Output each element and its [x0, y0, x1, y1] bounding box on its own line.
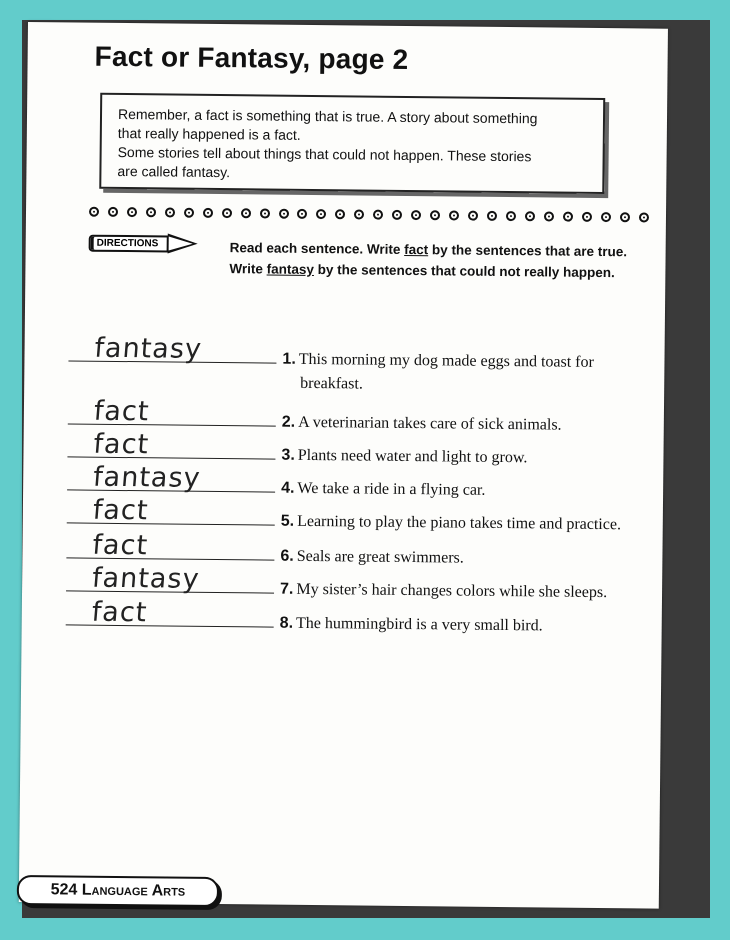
- question-number: 1.: [282, 350, 296, 368]
- question-number: 3.: [281, 446, 295, 464]
- question-number: 4.: [281, 479, 295, 497]
- page-title: Fact or Fantasy, page 2: [94, 40, 409, 75]
- question-sentence: A veterinarian takes care of sick animals.: [298, 413, 562, 434]
- ring-ornament: [222, 208, 232, 218]
- directions-tag-label: DIRECTIONS: [89, 234, 169, 252]
- info-line: Some stories tell about things that could not happen. These stories: [117, 143, 532, 165]
- info-line: that really happened is a fact.: [117, 124, 301, 143]
- ring-ornament: [203, 208, 213, 218]
- keyword-fantasy: fantasy: [266, 261, 315, 278]
- ring-ornament: [335, 209, 345, 219]
- ring-ornament: [146, 207, 156, 217]
- ring-ornament: [506, 211, 516, 221]
- ring-ornament: [544, 211, 554, 221]
- ring-ornament: [165, 207, 175, 217]
- question-sentence: Plants need water and light to grow.: [297, 446, 528, 467]
- ring-ornament: [468, 211, 478, 221]
- ring-ornament: [373, 210, 383, 220]
- question-text: [280, 615, 543, 636]
- directions-part: by the sentences that could not really happen.: [313, 262, 615, 281]
- ring-ornament: [316, 209, 326, 219]
- info-line: Remember, a fact is something that is true. A story about something: [117, 105, 538, 127]
- question-sentence: My sister’s hair changes colors while she sleeps.: [296, 580, 608, 602]
- handwritten-answer[interactable]: fantasy: [91, 461, 202, 494]
- directions-text: [229, 237, 649, 283]
- ring-ornament: [184, 208, 194, 218]
- page-footer-badge: 524 Language Arts: [17, 875, 219, 907]
- ring-divider: [89, 207, 649, 227]
- ring-ornament: [430, 210, 440, 220]
- question-sentence: We take a ride in a flying car.: [297, 479, 486, 499]
- directions-part: Read each sentence. Write: [229, 240, 405, 257]
- ring-ornament: [601, 212, 611, 222]
- ring-ornament: [127, 207, 137, 217]
- handwritten-answer[interactable]: fact: [92, 428, 151, 461]
- ring-ornament: [354, 209, 364, 219]
- ring-ornament: [260, 208, 270, 218]
- question-item-1: [24, 327, 674, 374]
- ring-ornament: [525, 211, 535, 221]
- question-sentence: The hummingbird is a very small bird.: [295, 614, 543, 635]
- ring-ornament: [639, 212, 649, 222]
- question-continuation: breakfast.: [300, 374, 363, 393]
- ring-ornament: [278, 209, 288, 219]
- ring-ornament: [392, 210, 402, 220]
- handwritten-answer[interactable]: fact: [91, 529, 150, 562]
- ring-ornament: [449, 210, 459, 220]
- pencil-tip-icon: [167, 233, 197, 253]
- handwritten-answer[interactable]: fact: [91, 494, 150, 527]
- ring-ornament: [297, 209, 307, 219]
- ring-ornament: [487, 211, 497, 221]
- question-sentence: Seals are great swimmers.: [296, 547, 464, 567]
- question-number: 7.: [279, 580, 294, 598]
- ring-ornament: [108, 207, 118, 217]
- handwritten-answer[interactable]: fantasy: [93, 332, 204, 365]
- ring-ornament: [620, 212, 630, 222]
- keyword-fact: fact: [404, 241, 429, 258]
- ring-ornament: [411, 210, 421, 220]
- info-line: are called fantasy.: [117, 162, 231, 181]
- ring-ornament: [582, 212, 592, 222]
- handwritten-answer[interactable]: fact: [90, 596, 149, 629]
- info-box: [99, 93, 605, 194]
- ring-ornament: [89, 207, 99, 217]
- question-number: 2.: [281, 413, 296, 431]
- ring-ornament: [563, 212, 573, 222]
- question-number: 5.: [280, 512, 295, 530]
- worksheet-page: [19, 22, 668, 909]
- ring-ornament: [241, 208, 251, 218]
- question-number: 8.: [279, 614, 294, 632]
- question-sentence: This morning my dog made eggs and toast for: [298, 350, 594, 371]
- directions-tag: [89, 233, 198, 254]
- question-item-8: [22, 591, 672, 638]
- question-sentence: Learning to play the piano takes time and practice.: [297, 512, 622, 534]
- question-text: [282, 351, 594, 372]
- handwritten-answer[interactable]: fact: [92, 395, 151, 428]
- handwritten-answer[interactable]: fantasy: [90, 562, 201, 595]
- question-number: 6.: [280, 547, 294, 565]
- directions-part: by the sentences that are true. Write: [229, 242, 628, 277]
